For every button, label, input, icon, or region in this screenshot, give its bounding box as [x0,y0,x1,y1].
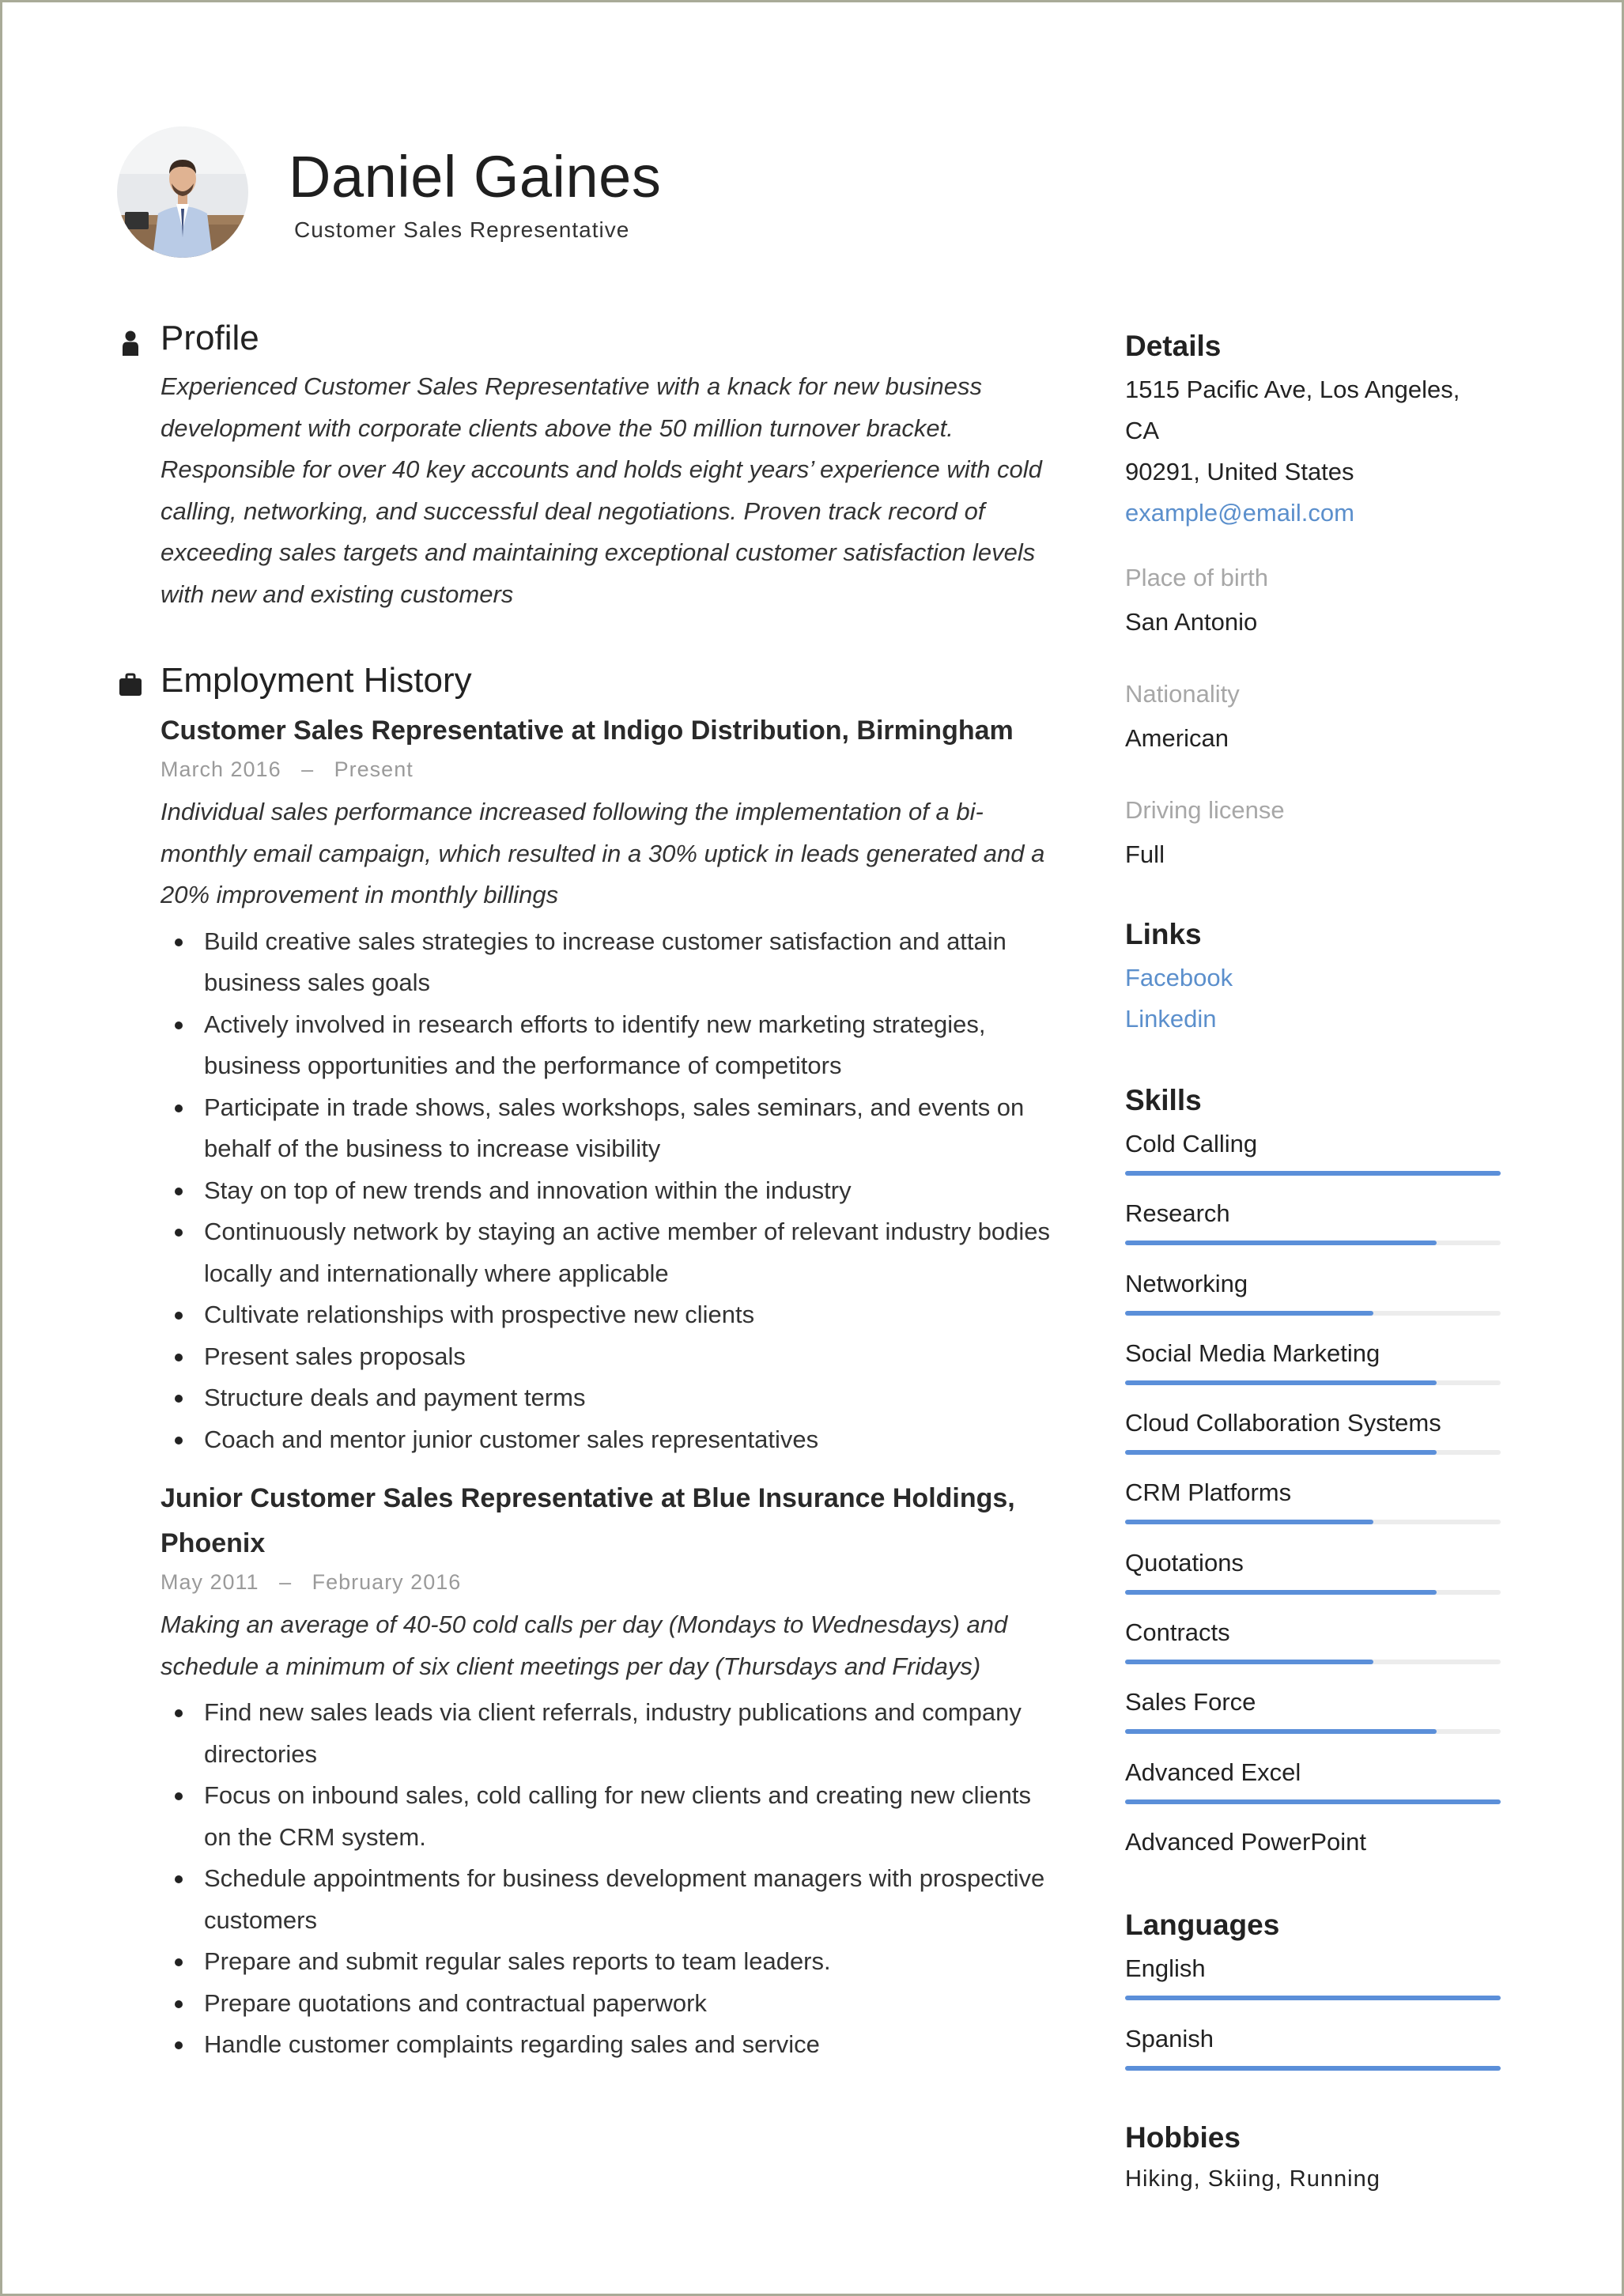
skill-name: Sales Force [1125,1688,1256,1716]
person-photo-illustration [117,127,248,258]
skill-name: Advanced Excel [1125,1758,1301,1786]
job-bullet: Prepare and submit regular sales reports to team leaders. [204,1941,1066,1983]
links-heading: Links [1125,918,1202,950]
place-of-birth-value: San Antonio [1125,608,1258,636]
skill-level-track [1125,1380,1501,1385]
skill-name: Contracts [1125,1618,1230,1647]
language-level-bar [1125,1996,1501,2000]
skill-item [1125,1752,1501,1822]
job-bullet: Schedule appointments for business development managers with prospective customers [204,1858,1066,1941]
job-title: Customer Sales Representative at Indigo Distribution, Birmingham [161,716,1014,746]
skill-level-bar [1125,1660,1373,1664]
skill-level-track [1125,1311,1501,1316]
employment-heading: Employment History [161,661,472,700]
driving-license-value: Full [1125,840,1165,868]
skill-level-track [1125,1520,1501,1524]
job-bullet: Stay on top of new trends and innovation within the industry [204,1170,1066,1212]
skill-name: Advanced PowerPoint [1125,1827,1367,1856]
job-bullet: Coach and mentor junior customer sales representatives [204,1419,1066,1461]
skill-level-bar [1125,1171,1501,1176]
skill-name: Social Media Marketing [1125,1339,1380,1367]
skill-item [1125,1822,1501,1891]
job-title: Junior Customer Sales Representative at Blue Insurance Holdings, Phoenix [161,1483,1015,1558]
skill-level-track [1125,1590,1501,1595]
skill-level-bar [1125,1241,1437,1245]
profile-summary: Experienced Customer Sales Representative with a knack for new business development with corporate clients above the 50 million turnover bracket. Responsible for over 40 key accounts and holds eight years’ experience with cold calling, networking, and successful deal negotiations. Proven track record of exceeding sales targets and maintaining exceptional customer satisfaction levels with new and existing customers [161,372,1042,608]
date-separator: – [288,757,328,781]
skill-item [1125,1403,1501,1472]
skills-heading: Skills [1125,1084,1202,1116]
resume-page [2,2,1622,2294]
job-bullet: Structure deals and payment terms [204,1377,1066,1419]
skills-list [1125,1123,1501,1891]
skill-name: Quotations [1125,1548,1244,1577]
address-line-2: 90291, United States [1125,458,1354,485]
skill-name: Cloud Collaboration Systems [1125,1409,1441,1437]
skill-level-bar [1125,1799,1501,1804]
skill-level-bar [1125,1311,1373,1316]
languages-heading: Languages [1125,1909,1280,1942]
job-entry-2 [117,1476,1066,2066]
job-bullet-list [117,921,1066,1461]
job-start-date: May 2011 [161,1570,259,1594]
skill-item [1125,1333,1501,1403]
main-column [117,319,1066,2066]
skill-level-track [1125,1171,1501,1176]
languages-list [1125,1948,1501,2088]
person-icon [117,330,144,357]
driving-license-label: Driving license [1125,796,1285,824]
skill-name: CRM Platforms [1125,1478,1292,1507]
language-name: English [1125,1954,1206,1983]
job-bullet: Handle customer complaints regarding sales and service [204,2024,1066,2066]
hobbies-heading: Hobbies [1125,2120,1241,2154]
nationality-label: Nationality [1125,680,1240,708]
skill-item [1125,1263,1501,1333]
job-bullet: Actively involved in research efforts to identify new marketing strategies, business opportunities and the performance of competitors [204,1004,1066,1087]
skill-level-bar [1125,1380,1437,1385]
job-dates [161,1566,1066,1598]
skill-item [1125,1472,1501,1542]
email-link[interactable]: example@email.com [1125,499,1354,527]
linkedin-link[interactable]: Linkedin [1125,1005,1217,1033]
date-separator: – [266,1570,306,1594]
job-bullet: Cultivate relationships with prospective new clients [204,1294,1066,1336]
skill-name: Research [1125,1199,1230,1228]
job-start-date: March 2016 [161,757,281,781]
job-dates [161,753,1066,785]
profile-photo [117,127,248,258]
job-bullet-list [117,1692,1066,2066]
skill-item [1125,1682,1501,1751]
job-bullet: Present sales proposals [204,1336,1066,1378]
language-level-track [1125,1996,1501,2000]
skill-name: Networking [1125,1269,1248,1297]
candidate-title: Customer Sales Representative [294,217,630,242]
job-bullet: Continuously network by staying an active member of relevant industry bodies locally and internationally where applicable [204,1211,1066,1294]
skill-level-track [1125,1450,1501,1455]
employment-section-header [117,661,1066,708]
sidebar-column [1125,327,1501,2199]
skill-name: Cold Calling [1125,1130,1258,1157]
facebook-link[interactable]: Facebook [1125,964,1233,991]
skill-level-bar [1125,1729,1437,1734]
language-name: Spanish [1125,2024,1214,2052]
job-bullet: Build creative sales strategies to increase customer satisfaction and attain business sales goals [204,921,1066,1004]
skill-level-bar [1125,1520,1373,1524]
hobbies-text: Hiking, Skiing, Running [1125,2166,1380,2192]
job-bullet: Participate in trade shows, sales workshops, sales seminars, and events on behalf of the business to increase visibility [204,1087,1066,1170]
skill-level-bar [1125,1590,1437,1595]
job-end-date: Present [334,757,414,781]
skill-item [1125,1193,1501,1263]
skill-level-bar [1125,1450,1437,1455]
profile-section-header [117,319,1066,366]
job-entry-1 [117,708,1066,1460]
skill-level-track [1125,1729,1501,1734]
candidate-name: Daniel Gaines [289,144,662,210]
skill-item [1125,1543,1501,1612]
nationality-value: American [1125,724,1229,752]
skill-level-track [1125,1241,1501,1245]
job-bullet: Prepare quotations and contractual paperwork [204,1983,1066,2025]
language-level-bar [1125,2066,1501,2071]
skill-item [1125,1612,1501,1682]
details-heading: Details [1125,330,1222,362]
address-line-1: 1515 Pacific Ave, Los Angeles, CA [1125,376,1460,444]
skill-level-track [1125,1660,1501,1664]
job-end-date: February 2016 [312,1570,462,1594]
briefcase-icon [117,672,144,699]
skill-level-track [1125,1799,1501,1804]
skill-item [1125,1123,1501,1193]
job-summary: Making an average of 40-50 cold calls per day (Mondays to Wednesdays) and schedule a minimum of six client meetings per day (Thursdays and Fridays) [161,1611,1008,1680]
job-summary: Individual sales performance increased following the implementation of a bi-monthly email campaign, which resulted in a 30% uptick in leads generated and a 20% improvement in monthly billings [161,798,1045,908]
language-item [1125,2018,1501,2088]
language-level-track [1125,2066,1501,2071]
language-item [1125,1948,1501,2018]
place-of-birth-label: Place of birth [1125,564,1268,591]
job-bullet: Focus on inbound sales, cold calling for new clients and creating new clients on the CRM system. [204,1775,1066,1858]
job-bullet: Find new sales leads via client referrals, industry publications and company directories [204,1692,1066,1775]
profile-heading: Profile [161,319,259,357]
